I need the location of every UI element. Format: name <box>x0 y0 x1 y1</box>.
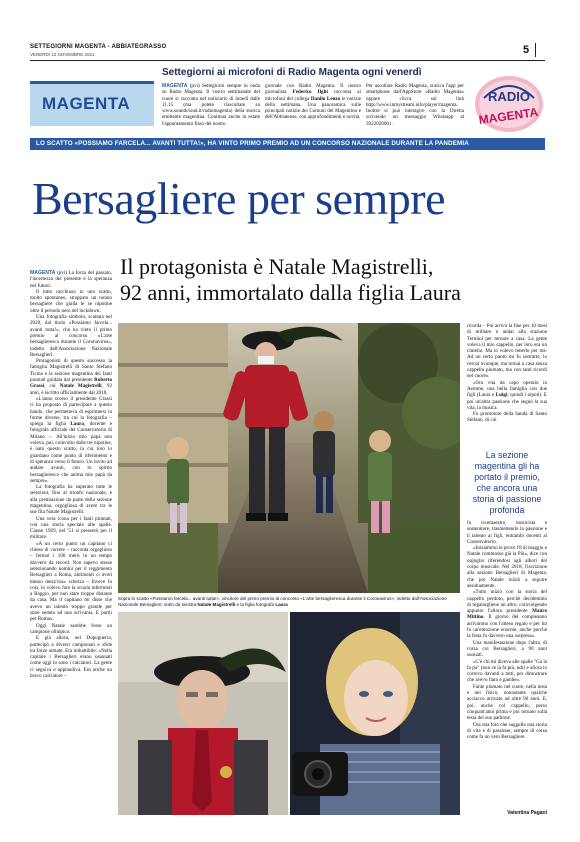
right-paragraph: fu vicemaestro, musicista e sostenitore, trasmettendo la passione e il talento ai figli, entrambi docenti al Conservatorio. <box>467 520 547 545</box>
left-paragraph: Il tutto racchiuso in uno scatto, molto spontaneo, strappato un nonno bersagliere che guida le se nipotine oltre il periodo nero del lockdown. <box>30 288 112 314</box>
right-paragraph: Fu promotore della banda di Santo Stefano, di cui <box>467 411 547 424</box>
radio-box-heading: Settegiorni ai microfoni di Radio Magenta ogni venerdì <box>162 67 422 78</box>
radio-col2-name-2: Danilo Lenzo <box>310 95 341 102</box>
photo-natale-magistrelli <box>118 612 288 815</box>
right-text-run: «Ora vita da capo operaio in Aemme, una bella famiglia con due figli (Laura e <box>467 379 547 399</box>
publication-name: SETTEGIORNI MAGENTA - ABBIATEGRASSO <box>30 44 167 50</box>
portrait-laura-illustration <box>290 612 460 815</box>
caption-name: Natale Magistrelli <box>197 601 236 607</box>
right-paragraph: «Iniziammo le prove l'8 di maggio e Natale commosso già la Più», dice con orgoglio riferendosi agli albori del corpo musicale. Nel 2018, l'iscrizione alla sezione Bersaglieri di Magenta, che poi Natale iniziò a seguire assiduamente. <box>467 545 547 589</box>
radio-col2-text-b: racconta ai microfoni del collega <box>265 89 361 102</box>
left-paragraph: La fotografia ha superato tutte le selezioni, fino al trionfo nazionale, e alla premiazione da parte della sezione magentina, orgogliosa di avere tra le sue fila Natale Magistrelli. <box>30 484 112 516</box>
left-paragraph: Una vera icona per i fanti piumati, con una storia speciale alle spalle. Classe 1929, nel '51 si presentò per il militare. <box>30 515 112 541</box>
radio-col2-text-a: giornale con Radio Magenta. Il nostro giornalista <box>265 83 361 96</box>
right-text-run: , quindi i nipoti). E poi un'altra passione che segnò la sua vita, la musica. <box>467 392 547 411</box>
subheadline-line-1: Il protagonista è Natale Magistrelli, <box>120 254 434 279</box>
left-paragraph <box>30 358 112 396</box>
right-paragraph: ricorda – Poi arrivò la fine per 10 mesi di militare e andai alla stazione Termini per tornare a casa. La gente voleva il mio cappello, per loro era un cimelio. Ma io volevo tenerlo per me. Ad un certo punto mi fu sottratto, lo cercai ovunque, ma tornai a casa senza cappello piumato, ma con tanti ricordi nel cuore». <box>467 323 547 380</box>
right-paragraph <box>467 380 547 411</box>
left-text-run: , 92 anni, è iscritto ufficialmente dal 2018. <box>30 383 112 396</box>
portrait-grandfather-illustration <box>118 612 288 815</box>
pull-quote: La sezione magentina gli ha portato il premio, che ancora una storia di passione profonda <box>472 450 542 515</box>
caption-name: Laura <box>275 601 288 607</box>
article-kicker-tail: (pvi) <box>57 270 67 276</box>
section-label: MAGENTA <box>42 94 131 113</box>
headline: Bersagliere per sempre <box>32 173 446 224</box>
svg-text:RADIO: RADIO <box>488 89 530 104</box>
left-text-run: , docente e fotografa ufficiale del Conservatorio di Milano –. All'inizio mio papà non voleva, poi, coinvolto dalle tre nipotine, è nato questo scatto, in cui loro lo guardano come punto di riferimento e di speranza verso il futuro. Un invito ad andare avanti, con lo spirito bersaglieresco che anima mio papà da sempre». <box>30 421 112 484</box>
radio-col1-text: Settegiorni sempre in onda su Radio Magenta. Il vostro settimanale del cuore si racconta nel notiziario di lunedì dalle 11.15 (ma potete riascoltare su www.soundcloud.it/radiomagenta) della storica emittente magentina. Continua anche in estate l'appuntamento fisso del nostro <box>162 83 260 127</box>
section-label-box <box>30 81 154 126</box>
right-text-run: . Il giorno del compleanno arrivarono con l'atteso regalo e per lui fu un'emozione enorme, anche perché la festa fu davvero una sorpresa». <box>467 614 547 640</box>
subheadline <box>120 254 540 306</box>
left-paragraph: «A un certo punto un capitano ci chiese di correre – racconta orgoglioso – fermai i 100 metri in un tempo davvero da record. Non sapevo stesse selezionando uomini per il reggimento Bersaglieri a Roma, altrimenti ci avrei messo mezz'ora» scherza – Invece fu così, lo volevo fare la scuola infermieri a Baggio, per non stare troppo distante da casa. Ma il capitano mi disse che avevo un talento troppo grande per stare seduto ad una scrivania. E partii per Roma». <box>30 540 112 623</box>
right-name-run: Mauro Mittino <box>467 608 547 621</box>
masthead-rule <box>30 60 545 61</box>
issue-date: VENERDÌ 12 NOVEMBRE 2021 <box>30 52 95 57</box>
radio-col3-text: Per ascoltare Radio Magenta, scarica l'app per smartphone dall'AppStore «Radio Magenta» oppure clicca sul link http://www.inmystream.info/player/magenta. Inoltre si può interagire con la Diretta scrivendo un messaggio Whatsapp al 3922020001. <box>366 83 464 127</box>
left-text-run: , cui <box>44 383 60 390</box>
left-name-run: Laura <box>70 421 84 428</box>
left-paragraph <box>30 396 112 484</box>
right-column-text-top <box>467 323 547 424</box>
caption-text-run: Sopra lo scatto «Possiamo farcela... avanti tutta!», vincitore del primo premio al concorso «L'arte bersaglieresca durante il Coronavirus», indetto dall'Associazione Nazionale Bersaglieri; sotto da sinistra <box>118 596 447 607</box>
photo-laura-photographer <box>290 612 460 815</box>
left-text-run: «L'anno scorso il presidente Grassi ci ha proposto di partecipare a questo bando, che permetteva di esprimersi in forme diverse, tra cui la fotografia – spiega la figlia <box>30 395 112 428</box>
right-paragraph <box>467 589 547 639</box>
right-paragraph: Ora una foto che suggella una storia di vita e di passione, sempre di corsa come fa un vero Bersagliere. <box>467 721 547 741</box>
left-name-run: Natale Magistrelli <box>59 383 102 390</box>
radio-col2-text-c: le notizie della settimana. Una panoramica sulle principali notizie dei Comuni del Magentino e dell'Abbiatense, con approfondimenti e novità. <box>265 95 362 121</box>
left-paragraph: Oggi Natale sarebbe forse un campione olimpico. <box>30 622 112 635</box>
right-paragraph: «C'è chi mi diceva alle spalle "Ga la fa pu" (non ce la fa più, ndr) e allora io correvo davanti a tutti, per dimostrare che avevo fiato e gambe». <box>467 658 547 684</box>
left-column-text <box>30 270 112 818</box>
left-paragraph: La forza del passato, l'incertezza del presente e la speranza nel futuro. <box>30 270 112 289</box>
subheadline-line-2: 92 anni, immortalato dalla figlia Laura <box>120 280 461 305</box>
right-name-run: Luigi <box>495 392 508 399</box>
radio-kicker: MAGENTA <box>162 83 188 89</box>
svg-text:MAGENTA: MAGENTA <box>477 104 540 128</box>
main-photo-caption <box>118 596 460 608</box>
left-paragraph: Una fotografia simbolo, scattata nel 2020, dal titolo «Possiamo farcela... avanti tutta!», che ha vinto il primo premio al concorso «L'arte bersaglieresca durante il Coronavirus», indetto dall'Associazione Nazionale Bersaglieri. <box>30 314 112 358</box>
left-name-run: Roberto Grassi <box>30 377 112 390</box>
right-text-run: «Tutto iniziò con la storia del cappello perduto, perché decidemmo di regalargliene un altro, coinvolgendo appunto l'allora presidente <box>467 589 547 615</box>
right-paragraph: Fante piumato nel cuore, nella testa e nel fisico, nonostante qualche acciacco arrivato ad oltre 90 anni. E, poi, anche col cappello, perso cinquant'anni prima e poi tornato sulla testa del suo padrone. <box>467 683 547 722</box>
radio-logo-graphic <box>470 68 548 136</box>
article-kicker: MAGENTA <box>30 270 56 276</box>
author-signature: Valentina Pagani <box>507 810 547 816</box>
page-number: 5 <box>523 44 530 56</box>
radio-box-col-3 <box>366 83 464 127</box>
radio-col2-name-1: Federico Ilghi <box>292 89 328 96</box>
left-paragraph: E già allora, nel Dopoguerra, partecipò a diversi campionati e sfide tra forze armate. Era imbattibile: «Nella capitale i Bersaglieri erano osannati come oggi lo sono i calciatori. La gente ci seguiva e applaudiva. Ero anche un bravo calciatore – <box>30 635 112 679</box>
radio-magenta-logo <box>470 68 548 136</box>
radio-box-col-1 <box>162 83 260 127</box>
radio-box-col-2 <box>265 83 361 121</box>
right-column-text-bottom <box>467 520 547 808</box>
page-number-divider <box>535 43 536 57</box>
story-banner: LO SCATTO «POSSIAMO FARCELA... AVANTI TUTTA!», HA VINTO PRIMO PREMIO AD UN CONCORSO NAZIONALE DURANTE LA PANDEMIA <box>30 138 545 150</box>
radio-kicker-tail: (pvi) <box>189 83 200 89</box>
main-photo-grandfather-granddaughters <box>118 323 460 593</box>
caption-text-run: e la figlia fotografa <box>235 601 276 607</box>
left-text-run: Protagonisti di questo successo la famiglia Magistrelli di Santo Stefano Ticino e la sezione magentina dei fanti piumati guidata dal presidente <box>30 358 112 384</box>
main-photo-illustration <box>118 323 460 593</box>
right-paragraph: Una manifestazione dopo l'altra, di corsa coi Bersaglieri, a 90 anni suonati. <box>467 639 547 659</box>
